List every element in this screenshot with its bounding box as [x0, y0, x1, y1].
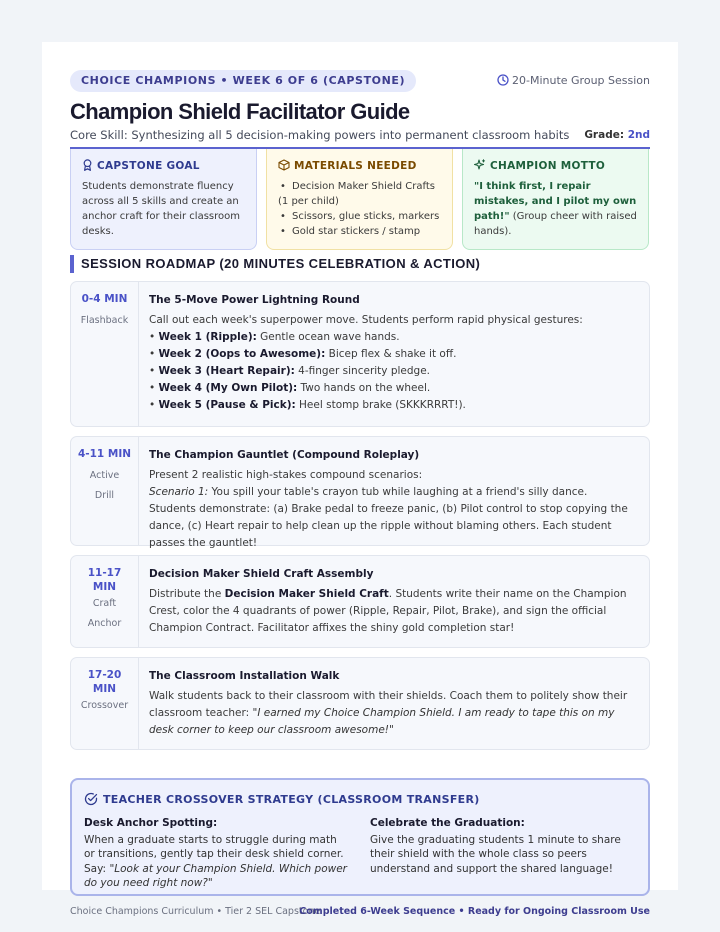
- document-content: [70, 70, 650, 917]
- step-label-line: Drill: [94, 490, 115, 501]
- material-item: • Scissors, glue sticks, markers: [278, 209, 441, 224]
- step-title: The Champion Gauntlet (Compound Roleplay): [149, 449, 420, 461]
- session-text: 20-Minute Group Session: [512, 74, 650, 87]
- scenario-label: Scenario 1:: [149, 486, 209, 498]
- capstone-goal-box: [70, 149, 257, 250]
- step-body: [149, 447, 639, 552]
- move-name: Week 4 (My Own Pilot):: [158, 382, 298, 394]
- materials-title: [278, 159, 441, 174]
- materials-box: [266, 149, 453, 250]
- step-time-column: [71, 658, 139, 749]
- step-title: The Classroom Installation Walk: [149, 670, 340, 682]
- move-name: Week 1 (Ripple):: [158, 331, 257, 343]
- power-moves-list: [149, 329, 639, 414]
- power-move: [149, 329, 639, 346]
- roadmap-step-crossover: [70, 657, 650, 750]
- step-text: Present 2 realistic high-stakes compound scenarios:: [149, 469, 423, 481]
- roadmap-step-active-drill: [70, 436, 650, 549]
- page-title: Champion Shield Facilitator Guide: [70, 99, 410, 124]
- power-move: [149, 380, 639, 397]
- materials-list: [278, 179, 441, 239]
- roadmap-step-craft-anchor: [70, 555, 650, 648]
- step-title: The 5-Move Power Lightning Round: [149, 294, 360, 306]
- step-time-line: MIN: [92, 581, 117, 593]
- grade-label: Grade:: [584, 129, 625, 141]
- step-time: 0-4 MIN: [81, 293, 128, 305]
- step-body: [149, 566, 639, 637]
- move-desc: Bicep flex & shake it off.: [325, 348, 457, 360]
- motto-text: [474, 179, 637, 239]
- strategy-title: [84, 792, 636, 806]
- roadmap-heading: SESSION ROADMAP (20 MINUTES CELEBRATION & ACTION): [70, 255, 650, 273]
- info-boxes: [70, 149, 650, 250]
- step-body: [149, 668, 639, 739]
- session-duration: [497, 74, 650, 87]
- step-time-column: [71, 556, 139, 647]
- step-text-pre: Distribute the: [149, 588, 225, 600]
- strategy-col-text: [84, 833, 350, 891]
- core-skill: Core Skill: Synthesizing all 5 decision-making powers into permanent classroom habits: [70, 128, 570, 142]
- motto-label: CHAMPION MOTTO: [490, 160, 606, 172]
- step-title: Decision Maker Shield Craft Assembly: [149, 568, 374, 580]
- capstone-goal-title: [82, 159, 245, 174]
- step-text: [149, 586, 639, 637]
- move-name: Week 3 (Heart Repair):: [158, 365, 295, 377]
- step-time-column: [71, 282, 139, 426]
- power-move: [149, 363, 639, 380]
- scenario-text: You spill your table's crayon tub while laughing at a friend's silly dance.: [208, 486, 588, 498]
- step-label: Flashback: [80, 315, 129, 326]
- motto-title: [474, 159, 637, 174]
- motto-box: [462, 149, 649, 250]
- step-label: [71, 466, 138, 506]
- motto-note: (Group cheer with raised hands).: [474, 211, 637, 237]
- power-move: [149, 346, 639, 363]
- step-time-line: 11-17: [87, 567, 122, 579]
- strategy-columns: [84, 816, 636, 891]
- move-desc: Gentle ocean wave hands.: [256, 331, 400, 343]
- subtitle-row: [70, 127, 650, 149]
- materials-label: MATERIALS NEEDED: [294, 160, 417, 172]
- document-page: [42, 42, 678, 917]
- step-label: [71, 594, 138, 634]
- step-text: Students demonstrate: (a) Brake pedal to freeze panic, (b) Pilot control to stop copying the dance, (c) Heart repair to help clean up the ripple without blaming others. Each student passes the gauntlet!: [149, 503, 628, 549]
- strategy-label: TEACHER CROSSOVER STRATEGY (CLASSROOM TRANSFER): [103, 793, 480, 806]
- step-label: Crossover: [80, 700, 129, 711]
- grade: [584, 129, 650, 141]
- material-item: • Gold star stickers / stamp: [278, 224, 441, 239]
- capstone-goal-label: CAPSTONE GOAL: [97, 160, 200, 172]
- step-text: [149, 688, 639, 739]
- step-label-line: Craft: [92, 598, 117, 609]
- step-time-line: MIN: [92, 683, 117, 695]
- step-text-post: . Students write their name on the Champion Crest, color the 4 quadrants of power (Ripple, Repair, Pilot, Brake), and sign the official Champion Contract. Facilitator affixes the shiny gold completion star!: [149, 588, 627, 634]
- move-name: Week 5 (Pause & Pick):: [158, 399, 296, 411]
- roadmap-step-flashback: [70, 281, 650, 427]
- award-icon: [82, 159, 93, 171]
- student-quote: "I earned my Choice Champion Shield. I am ready to tape this on my desk corner to keep our classroom awesome!": [149, 707, 615, 736]
- move-desc: 4-finger sincerity pledge.: [294, 365, 431, 377]
- step-time: [71, 566, 138, 594]
- material-item: • Decision Maker Shield Crafts: [278, 179, 441, 194]
- strategy-col-title: Celebrate the Graduation:: [370, 817, 525, 829]
- material-item-note: (1 per child): [278, 196, 339, 207]
- craft-name: Decision Maker Shield Craft: [224, 588, 389, 600]
- capstone-goal-text: Students demonstrate fluency across all 5 skills and create an anchor craft for their classroom desks.: [82, 181, 240, 237]
- clock-icon: [497, 74, 509, 86]
- footer-status: Completed 6-Week Sequence • Ready for Ongoing Classroom Use: [299, 906, 650, 917]
- step-body: [149, 292, 639, 414]
- grade-value: 2nd: [627, 129, 650, 141]
- strategy-col-title: Desk Anchor Spotting:: [84, 817, 218, 829]
- box-icon: [278, 159, 290, 171]
- strategy-desk-anchor: [84, 816, 350, 891]
- move-desc: Two hands on the wheel.: [297, 382, 431, 394]
- strategy-celebrate: [370, 816, 636, 891]
- step-label-line: Anchor: [87, 618, 122, 629]
- motto-quote: "I think first, I repair mistakes, and I pilot my own path!": [474, 181, 637, 222]
- footer-curriculum: Choice Champions Curriculum • Tier 2 SEL Capstone: [70, 906, 321, 917]
- page-footer: [70, 906, 650, 920]
- power-move: [149, 397, 639, 414]
- step-time-column: [71, 437, 139, 545]
- check-circle-icon: [84, 792, 98, 806]
- step-label-line: Active: [89, 470, 120, 481]
- strategy-col-text: Give the graduating students 1 minute to share their shield with the whole class so peers understand and support the shared language!: [370, 833, 621, 875]
- move-name: Week 2 (Oops to Awesome):: [158, 348, 326, 360]
- step-time: [71, 668, 138, 696]
- week-pill: CHOICE CHAMPIONS • WEEK 6 OF 6 (CAPSTONE): [70, 70, 416, 92]
- strategy-quote: "Look at your Champion Shield. Which power do you need right now?": [84, 862, 347, 889]
- scenario: [149, 484, 639, 501]
- step-text-pre: Walk students back to their classroom with their shields. Coach them to politely show their classroom teacher:: [149, 690, 628, 719]
- teacher-crossover-strategy: [70, 778, 650, 896]
- step-intro: Call out each week's superpower move. Students perform rapid physical gestures:: [149, 314, 583, 326]
- sparkle-icon: [474, 159, 486, 171]
- step-time-line: 17-20: [87, 669, 122, 681]
- move-desc: Heel stomp brake (SKKKRRRT!).: [295, 399, 466, 411]
- header-top: [70, 70, 650, 94]
- strategy-text: When a graduate starts to struggle during math or transitions, gently tap their desk shield corner. Say:: [84, 833, 344, 875]
- step-time: 4-11 MIN: [77, 448, 132, 460]
